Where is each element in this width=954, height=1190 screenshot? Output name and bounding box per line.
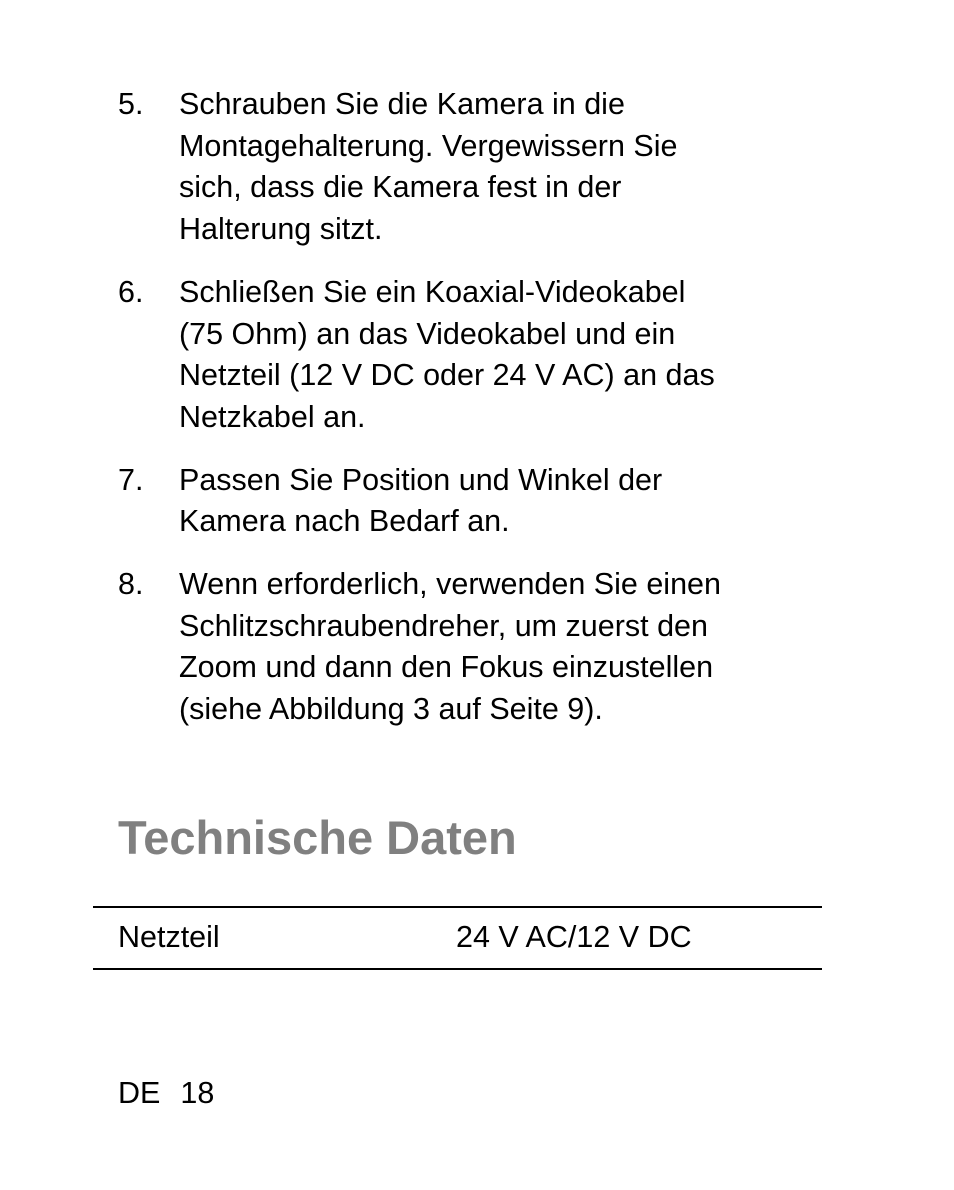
spec-value: 24 V AC/12 V DC — [456, 920, 692, 954]
step-text: Schrauben Sie die Kamera in die Montagehalterung. Vergewissern Sie sich, dass die Kamera fest in der Halterung sitzt. — [179, 87, 678, 247]
step-item — [118, 460, 818, 543]
step-item — [118, 564, 818, 731]
step-number: 6. — [118, 274, 144, 309]
step-item — [118, 272, 818, 439]
page-footer — [118, 1073, 214, 1113]
instruction-steps — [118, 84, 818, 752]
section-heading: Technische Daten — [118, 811, 517, 864]
table-row — [93, 908, 822, 968]
step-text: Schließen Sie ein Koaxial-Videokabel (75 Ohm) an das Videokabel und ein Netzteil (12 V DC oder 24 V AC) an das Netzkabel an. — [179, 274, 715, 434]
language-code: DE — [118, 1076, 161, 1110]
step-number: 5. — [118, 87, 144, 121]
step-number: 8. — [118, 567, 144, 602]
step-item — [118, 84, 818, 251]
step-number: 7. — [118, 462, 144, 497]
spec-label: Netzteil — [118, 920, 220, 954]
spec-table — [93, 906, 822, 970]
step-text: Wenn erforderlich, verwenden Sie einen Schlitzschraubendreher, um zuerst den Zoom und dann den Fokus einzustellen (siehe Abbildung 3 auf Seite 9). — [179, 567, 721, 727]
page-number: 18 — [180, 1076, 215, 1110]
step-text: Passen Sie Position und Winkel der Kamera nach Bedarf an. — [179, 462, 663, 539]
